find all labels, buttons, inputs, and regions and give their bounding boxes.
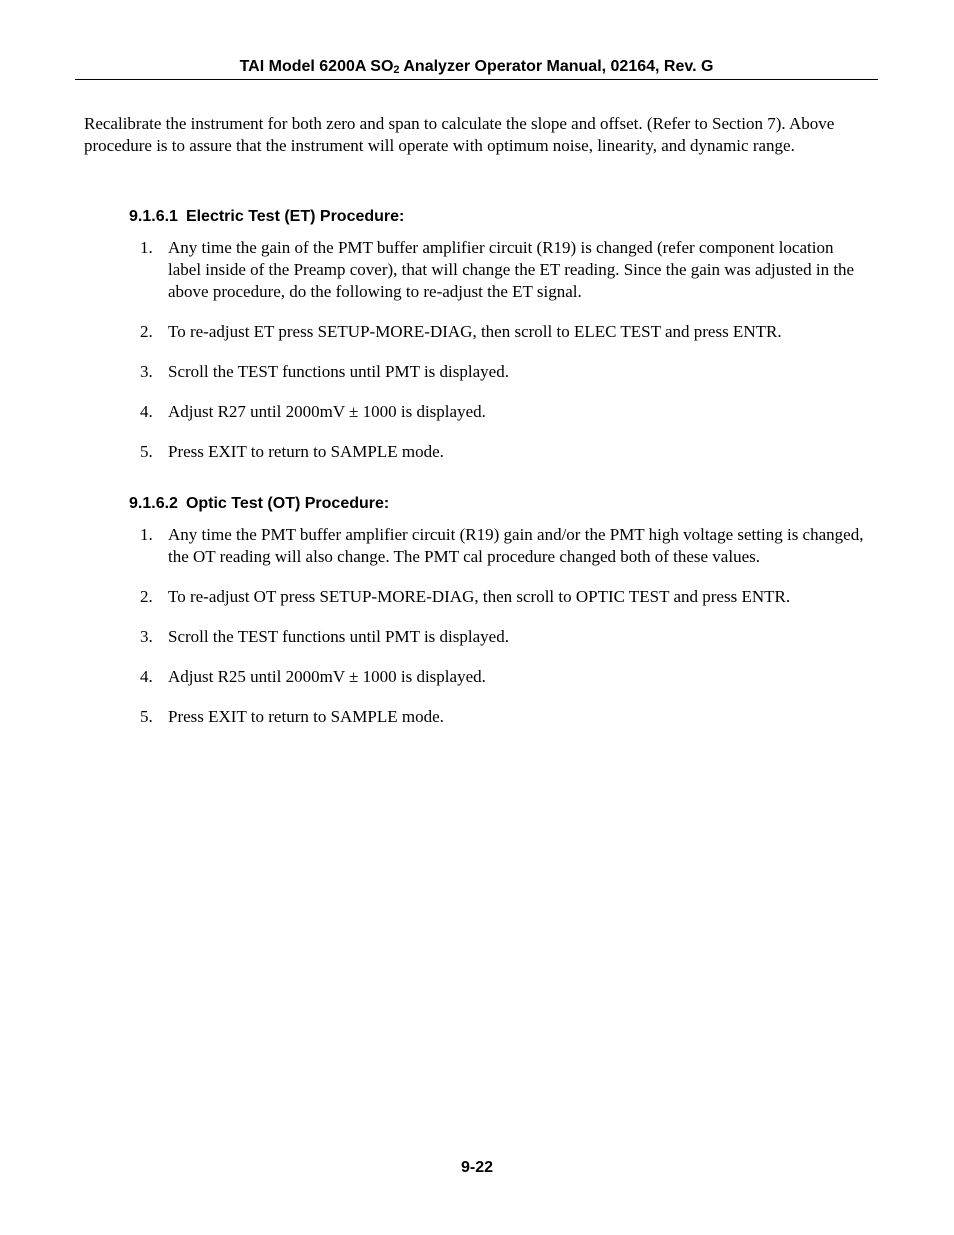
list-marker: 2. xyxy=(140,587,153,606)
step-text: Adjust R27 until 2000mV ± 1000 is displayed. xyxy=(168,402,486,421)
list-marker: 2. xyxy=(140,322,153,341)
list-item xyxy=(140,237,870,303)
step-text: Adjust R25 until 2000mV ± 1000 is displayed. xyxy=(168,667,486,686)
list-item xyxy=(140,706,870,728)
section-title: Electric Test (ET) Procedure: xyxy=(185,208,405,225)
step-text: To re-adjust OT press SETUP-MORE-DIAG, then scroll to OPTIC TEST and press ENTR. xyxy=(168,587,791,606)
list-item xyxy=(140,401,870,423)
step-text: To re-adjust ET press SETUP-MORE-DIAG, then scroll to ELEC TEST and press ENTR. xyxy=(168,322,782,341)
electric-test-steps xyxy=(140,237,870,481)
list-item xyxy=(140,524,870,568)
list-marker: 4. xyxy=(140,402,153,421)
header-divider xyxy=(75,79,878,80)
step-text: Any time the gain of the PMT buffer amplifier circuit (R19) is changed (refer component location label inside of the Preamp cover), that will change the ET reading. Since the gain was adjusted in the above procedure, do the following to re-adjust the ET signal. xyxy=(168,238,855,301)
section-heading-optic-test xyxy=(129,494,389,514)
step-text: Any time the PMT buffer amplifier circuit (R19) gain and/or the PMT high voltage setting is changed, the OT reading will also change. The PMT cal procedure changed both of these values. xyxy=(168,525,864,566)
step-text: Scroll the TEST functions until PMT is displayed. xyxy=(168,627,509,646)
list-item xyxy=(140,626,870,648)
list-item xyxy=(140,666,870,688)
intro-paragraph: Recalibrate the instrument for both zero and span to calculate the slope and offset. (Refer to Section 7). Above procedure is to assure that the instrument will operate with optimum noise, linearity, and dynamic range. xyxy=(84,114,835,155)
section-heading-electric-test xyxy=(129,207,404,227)
list-item xyxy=(140,441,870,463)
list-marker: 4. xyxy=(140,667,153,686)
step-text: Press EXIT to return to SAMPLE mode. xyxy=(168,442,444,461)
step-text: Press EXIT to return to SAMPLE mode. xyxy=(168,707,444,726)
list-marker: 5. xyxy=(140,707,153,726)
list-marker: 1. xyxy=(140,525,153,544)
page-header xyxy=(75,57,878,77)
list-marker: 5. xyxy=(140,442,153,461)
list-item xyxy=(140,586,870,608)
header-title-suffix: Analyzer Operator Manual, 02164, Rev. G xyxy=(399,58,714,75)
page-number: 9-22 xyxy=(460,1159,494,1176)
list-marker: 3. xyxy=(140,627,153,646)
list-item xyxy=(140,361,870,383)
list-marker: 1. xyxy=(140,238,153,257)
section-number: 9.1.6.2 xyxy=(129,495,178,512)
header-title-prefix: TAI Model 6200A SO xyxy=(239,58,394,75)
optic-test-steps xyxy=(140,524,870,746)
section-title: Optic Test (OT) Procedure: xyxy=(185,495,390,512)
section-number: 9.1.6.1 xyxy=(129,208,178,225)
header-title-subscript: 2 xyxy=(393,64,400,76)
list-item xyxy=(140,321,870,343)
list-marker: 3. xyxy=(140,362,153,381)
step-text: Scroll the TEST functions until PMT is displayed. xyxy=(168,362,509,381)
